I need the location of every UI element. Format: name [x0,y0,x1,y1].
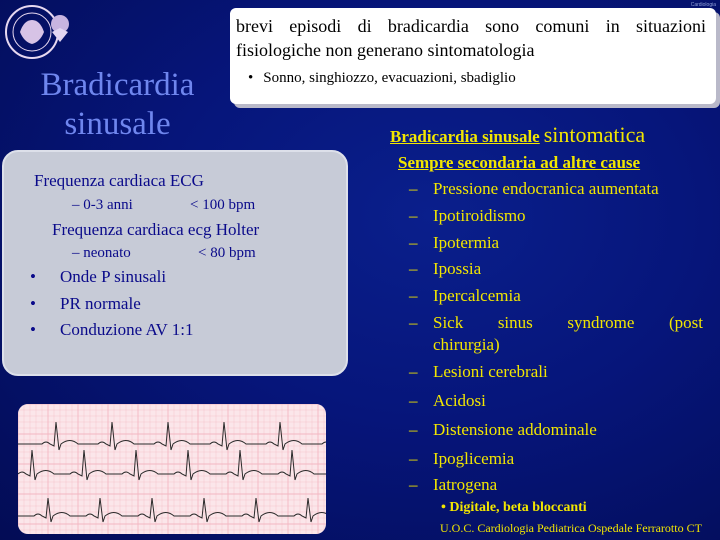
sick-word: syndrome [567,313,635,332]
dash-marker: – [409,206,418,225]
causes-subheading: Sempre secondaria ad altre cause [398,153,641,172]
dash-marker: – [409,475,418,494]
cause-item: Distensione addominale [433,420,597,439]
criteria-item: Onde P sinusali [60,267,167,286]
cause-item: Lesioni cerebrali [433,362,548,381]
ecg-heading: Frequenza cardiaca ECG [34,171,204,190]
title-line-1: Bradicardia [40,67,195,103]
heart-rate-criteria-box [2,150,348,376]
ecg-trace [18,450,326,480]
cause-sick-sinus [433,312,703,356]
dash-marker: – [409,259,418,278]
university-seal-logo [2,2,78,66]
cause-item: Acidosi [433,391,486,410]
note-line-1: brevi episodi di bradicardia sono comuni in situazioni [236,16,706,36]
ecg-strip-image [18,404,326,534]
title-line-2: sinusale [64,106,171,142]
bullet-marker: • [30,294,36,313]
corner-mark: Cardiologia [690,2,716,8]
holter-value: < 80 bpm [198,245,256,261]
cause-item: Ipossia [433,259,482,278]
cause-item: Ipoglicemia [433,449,515,468]
iatrogenic-sub-bullet [441,500,587,516]
heading-big: sintomatica [543,122,646,147]
criteria-item: Conduzione AV 1:1 [60,320,194,339]
bullet-marker: • [30,267,36,286]
ecg-value: < 100 bpm [190,197,256,213]
dash-marker: – [409,391,418,410]
physiological-note-box [230,8,716,104]
symptomatic-heading [390,122,645,148]
bullet-marker: • [30,320,36,339]
dash-marker: – [409,233,418,252]
sick-line-2: chirurgia) [433,335,500,354]
slide-title [20,66,215,144]
ecg-age: – 0-3 anni [72,197,133,213]
dash-marker: – [409,179,418,198]
holter-age: – neonato [72,245,131,261]
holter-heading: Frequenza cardiaca ecg Holter [52,220,260,239]
cause-item: Ipotermia [433,233,500,252]
cause-item: Ipercalcemia [433,286,521,305]
bullet-marker: • [441,500,446,515]
cause-item: Ipotiroidismo [433,206,526,225]
dash-marker: – [409,449,418,468]
note-line-2: fisiologiche non generano sintomatologia [236,40,535,60]
cause-item: Iatrogena [433,475,498,494]
sick-word: (post [668,313,703,332]
dash-marker: – [409,313,418,332]
note-bullet [236,68,708,88]
footer-credit: U.O.C. Cardiologia Pediatrica Ospedale Ferrarotto CT [440,521,702,535]
sick-word: Sick [433,313,464,332]
dash-marker: – [409,362,418,381]
ecg-strip-svg [18,404,326,534]
dash-marker: – [409,286,418,305]
bullet-marker: • [248,70,254,86]
sick-word: sinus [497,313,533,332]
heading-underlined: Bradicardia sinusale [390,127,540,146]
cause-item: Pressione endocranica aumentata [433,179,659,198]
criteria-item: PR normale [60,294,141,313]
ecg-trace [18,422,326,450]
ecg-trace [18,498,326,522]
sub-bullet-text: Digitale, beta bloccanti [449,500,587,515]
note-bullet-text: Sonno, singhiozzo, evacuazioni, sbadiglio [263,70,516,86]
dash-marker: – [409,420,418,439]
